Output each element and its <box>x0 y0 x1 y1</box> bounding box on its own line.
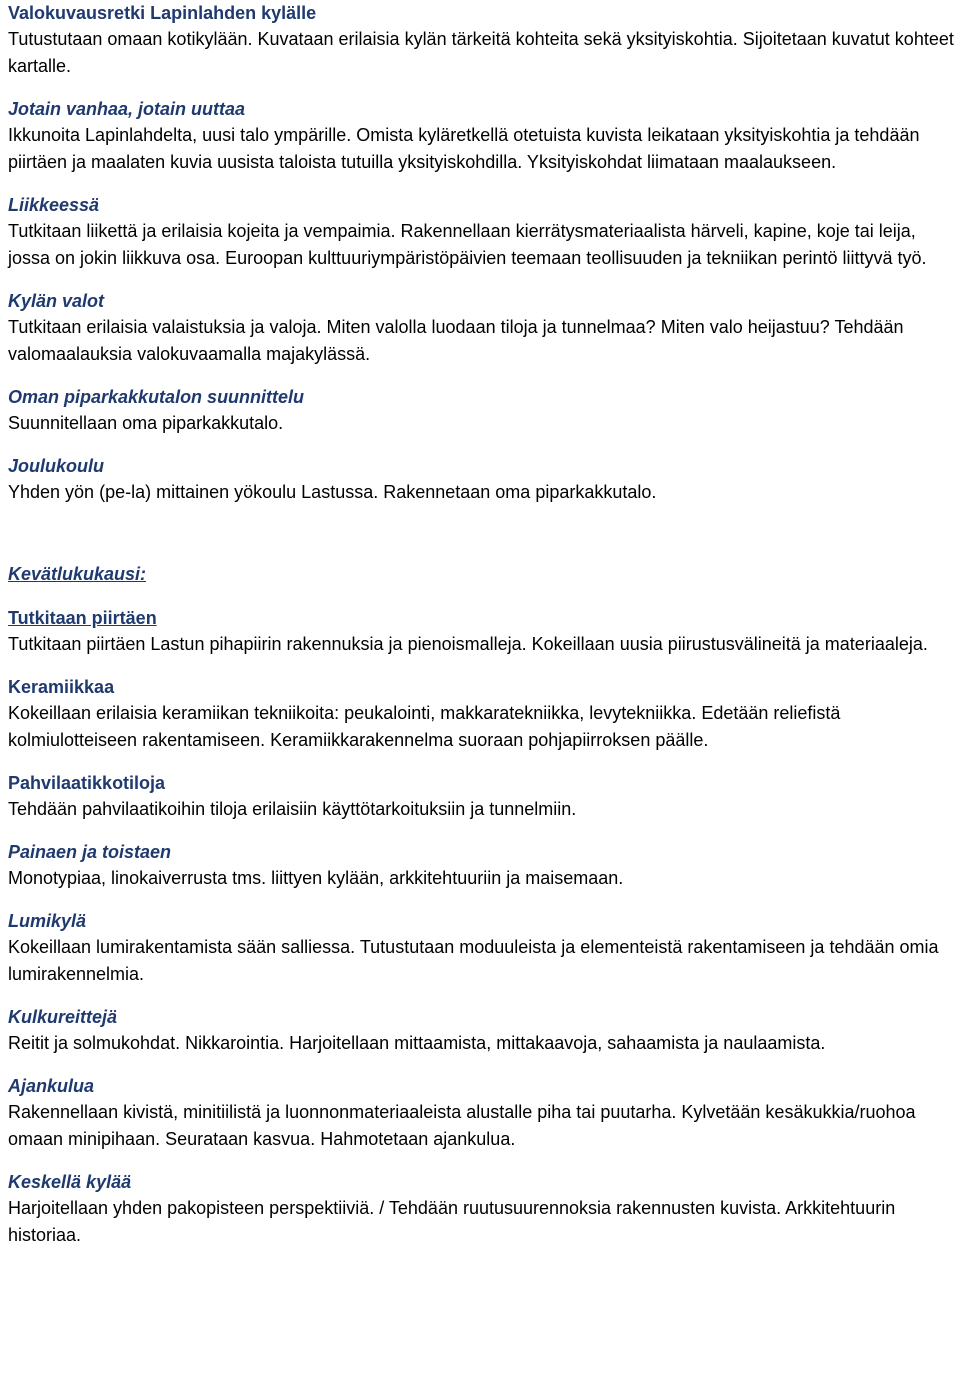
section-title: Liikkeessä <box>8 195 100 215</box>
section-text: Tutustutaan omaan kotikylään. Kuvataan erilaisia kylän tärkeitä kohteita sekä yksityiskohtia. Sijoitetaan kuvatut kohteet kartalle. <box>8 29 954 76</box>
section-text: Monotypiaa, linokaiverrusta tms. liittyen kylään, arkkitehtuuriin ja maisemaan. <box>8 868 624 888</box>
section-joulukoulu <box>8 453 954 506</box>
section-tutkitaan-piirtaen <box>8 605 954 658</box>
section-kulkureitteja <box>8 1004 954 1057</box>
section-title: Lumikylä <box>8 911 87 931</box>
document-page <box>8 0 954 1249</box>
section-title: Painaen ja toistaen <box>8 842 172 862</box>
section-title: Ajankulua <box>8 1076 95 1096</box>
section-piparkakkutalo <box>8 384 954 437</box>
section-text: Suunnitellaan oma piparkakkutalo. <box>8 413 284 433</box>
section-title: Valokuvausretki Lapinlahden kylälle <box>8 3 317 23</box>
section-liikkeessa <box>8 192 954 272</box>
section-text: Kokeillaan lumirakentamista sään salliessa. Tutustutaan moduuleista ja elementeistä rakentamiseen ja tehdään omia lumirakennelmia. <box>8 937 939 984</box>
section-text: Harjoitellaan yhden pakopisteen perspektiiviä. / Tehdään ruutusuurennoksia rakennusten kuvista. Arkkitehtuurin historiaa. <box>8 1198 896 1245</box>
section-keramiikkaa <box>8 674 954 754</box>
section-text: Tutkitaan piirtäen Lastun pihapiirin rakennuksia ja pienoismalleja. Kokeillaan uusia piirustusvälineitä ja materiaaleja. <box>8 634 928 654</box>
section-text: Rakennellaan kivistä, minitiilistä ja luonnonmateriaaleista alustalle piha tai puutarha. Kylvetään kesäkukkia/ruohoa omaan minipihaan. Seurataan kasvua. Hahmotetaan ajankulua. <box>8 1102 916 1149</box>
section-pahvilaatikkotiloja <box>8 770 954 823</box>
section-title: Tutkitaan piirtäen <box>8 608 157 628</box>
section-text: Tutkitaan liikettä ja erilaisia kojeita ja vempaimia. Rakennellaan kierrätysmateriaalista härveli, kapine, koje tai leija, jossa on jokin liikkuva osa. Euroopan kulttuuriympäristöpäivien teemaan teollisuuden ja tekniikan perintö liittyvä työ. <box>8 221 927 268</box>
section-title: Pahvilaatikkotiloja <box>8 773 166 793</box>
section-title: Oman piparkakkutalon suunnittelu <box>8 387 305 407</box>
section-text: Tehdään pahvilaatikoihin tiloja erilaisiin käyttötarkoituksiin ja tunnelmiin. <box>8 799 577 819</box>
section-title: Keskellä kylää <box>8 1172 132 1192</box>
section-title: Jotain vanhaa, jotain uuttaa <box>8 99 246 119</box>
section-ajankulua <box>8 1073 954 1153</box>
section-title: Joulukoulu <box>8 456 104 476</box>
section-text: Kokeillaan erilaisia keramiikan tekniikoita: peukalointi, makkaratekniikka, levytekniikka. Edetään reliefistä kolmiulotteiseen rakentamiseen. Keramiikkarakennelma suoraan pohjapiirroksen päälle. <box>8 703 841 750</box>
section-text: Yhden yön (pe-la) mittainen yökoulu Lastussa. Rakennetaan oma piparkakkutalo. <box>8 482 657 502</box>
section-text: Ikkunoita Lapinlahdelta, uusi talo ympärille. Omista kyläretkellä otetuista kuvista leikataan yksityiskohtia ja tehdään piirtäen ja maalaten kuvia uusista taloista tutuilla yksityiskohdilla. Yksityiskohdat liimataan maalaukseen. <box>8 125 920 172</box>
section-valokuvausretki <box>8 0 954 80</box>
section-title: Keramiikkaa <box>8 677 115 697</box>
section-lumikyla <box>8 908 954 988</box>
spring-term-heading: Kevätlukukausi: <box>8 564 147 584</box>
section-jotain-vanhaa <box>8 96 954 176</box>
section-text: Reitit ja solmukohdat. Nikkarointia. Harjoitellaan mittaamista, mittakaavoja, sahaamista ja naulaamista. <box>8 1033 826 1053</box>
section-text: Tutkitaan erilaisia valaistuksia ja valoja. Miten valolla luodaan tiloja ja tunnelmaa? Miten valo heijastuu? Tehdään valomaalauksia valokuvaamalla majakylässä. <box>8 317 904 364</box>
section-title: Kylän valot <box>8 291 105 311</box>
section-kylan-valot <box>8 288 954 368</box>
section-painaen <box>8 839 954 892</box>
section-keskella-kylaa <box>8 1169 954 1249</box>
section-title: Kulkureittejä <box>8 1007 118 1027</box>
